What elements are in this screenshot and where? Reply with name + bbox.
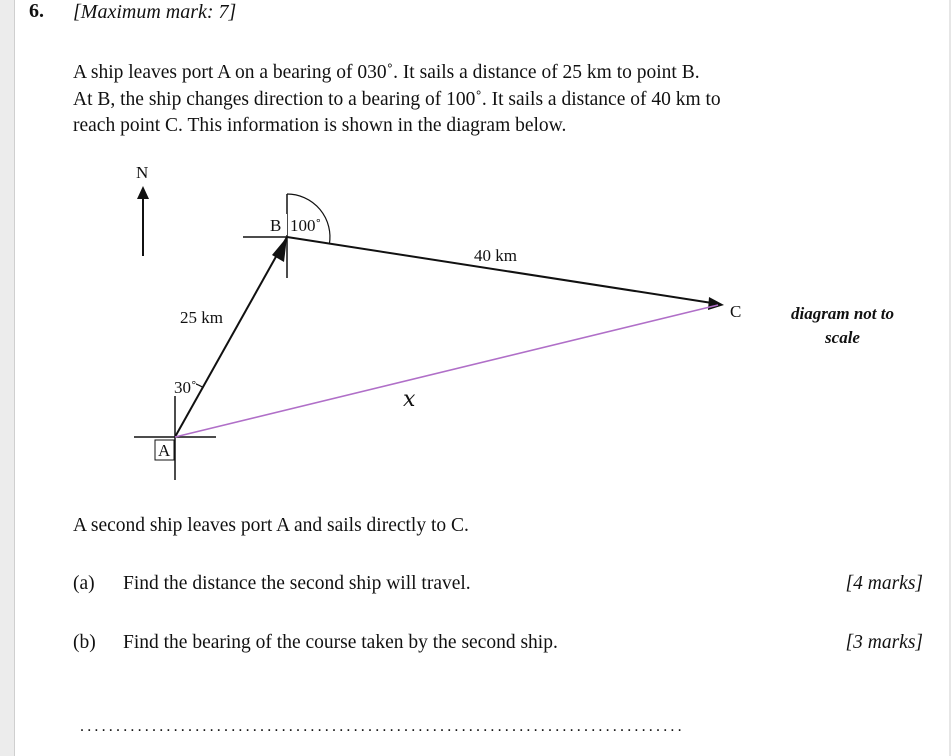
intro-line-2: At B, the ship changes direction to a bearing of 100˚. It sails a distance of 40 km to (73, 88, 721, 110)
arrow-head-at-c (708, 297, 724, 310)
line-ac-unknown (175, 305, 718, 437)
part-a-letter: (a) (73, 573, 95, 594)
part-b-letter: (b) (73, 632, 96, 653)
part-a-text: Find the distance the second ship will travel. (123, 573, 471, 594)
diagram-note-line-2: scale (825, 328, 860, 347)
intro-line-3: reach point C. This information is shown in the diagram below. (73, 115, 567, 136)
maximum-mark: [Maximum mark: 7] (73, 1, 237, 23)
point-a-label: A (158, 441, 171, 460)
question-number: 6. (29, 0, 44, 22)
ab-length-label: 25 km (180, 308, 223, 327)
angle-a-label: 30˚ (174, 378, 197, 397)
line-ab (175, 237, 287, 437)
north-arrow-head (137, 186, 149, 199)
diagram-note (770, 302, 915, 350)
north-label: N (136, 163, 149, 182)
point-c-label: C (730, 302, 742, 321)
part-b-text: Find the bearing of the course taken by the second ship. (123, 632, 558, 653)
ac-unknown-label: x (403, 387, 416, 412)
second-ship-text: A second ship leaves port A and sails directly to C. (73, 515, 469, 536)
bc-length-label: 40 km (474, 246, 517, 265)
part-b-marks: [3 marks] (845, 632, 923, 653)
point-b-label: B (270, 216, 282, 235)
diagram-note-line-1: diagram not to (791, 304, 894, 323)
intro-line-1: A ship leaves port A on a bearing of 030˚. It sails a distance of 25 km to point B. (73, 62, 700, 83)
part-a-marks: [4 marks] (845, 573, 923, 594)
answer-line: .................................................................................... (80, 718, 685, 735)
angle-b-label: 100˚ (290, 216, 322, 235)
